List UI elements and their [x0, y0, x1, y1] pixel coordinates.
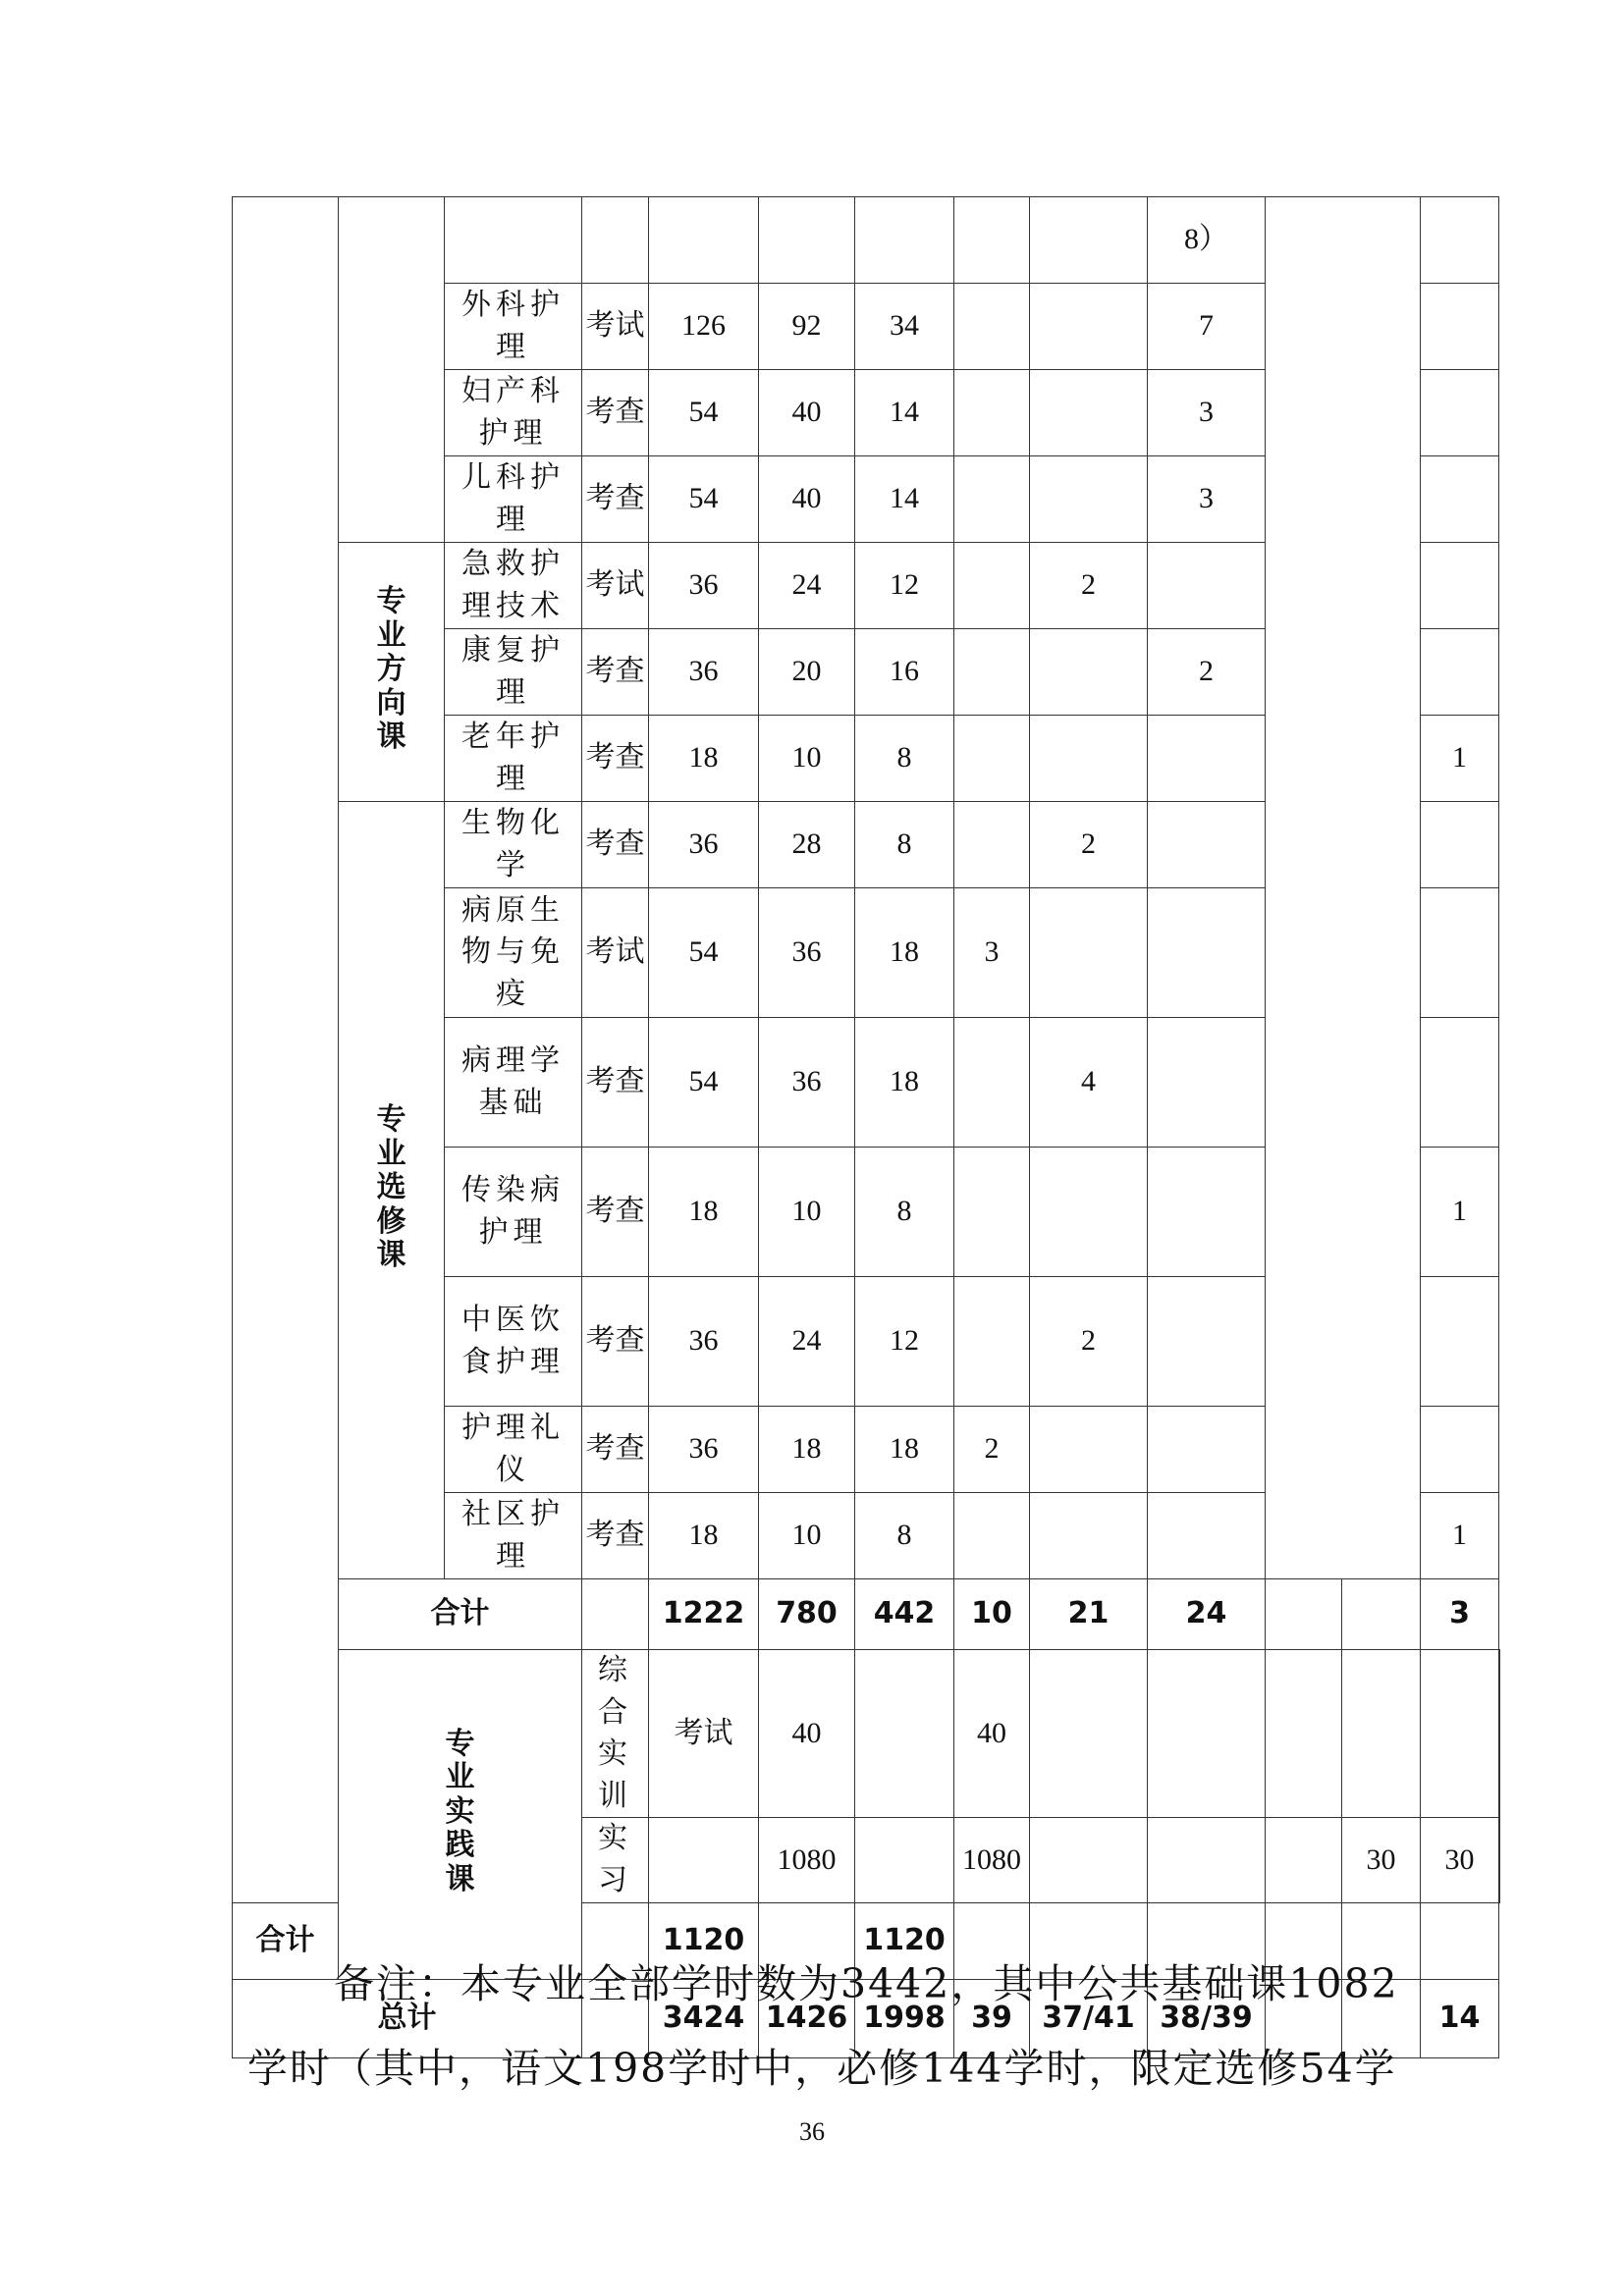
total-hours: 40: [759, 1650, 855, 1818]
semester-1-hours: 2: [954, 1407, 1030, 1493]
semester-2-hours: [1030, 716, 1148, 802]
subtotal-s2: 21: [1030, 1579, 1148, 1650]
assessment-type: 考查: [582, 456, 649, 543]
continuation-note: 8）: [1148, 197, 1266, 284]
subtotal-s1: 10: [954, 1579, 1030, 1650]
grand-total-practice: 1998: [855, 1979, 954, 2057]
subtotal-s4: [1266, 1579, 1342, 1650]
course-name: 儿科护理: [445, 456, 582, 543]
subtotal-s5: [1342, 1579, 1421, 1650]
semester-6-hours: [1421, 1277, 1499, 1407]
theory-hours: 40: [759, 370, 855, 456]
course-name: 急救护理技术: [445, 543, 582, 629]
semester-2-hours: [1030, 456, 1148, 543]
assessment-type: 考查: [582, 1148, 649, 1277]
semester-2-hours: [1030, 888, 1148, 1018]
assessment-type: 考查: [582, 629, 649, 716]
table-row-continuation: [233, 197, 1500, 284]
course-name: 实习: [582, 1818, 649, 1902]
table-body: [233, 197, 1500, 2058]
assessment-type: 考查: [582, 802, 649, 888]
assessment-type: [649, 1818, 759, 1902]
practice-hours: 8: [855, 1493, 954, 1579]
theory-hours: 10: [759, 716, 855, 802]
assessment-type: 考查: [582, 370, 649, 456]
semester-6-hours: [1421, 284, 1499, 370]
semester-6-hours: [1421, 370, 1499, 456]
semester-3-hours: 3: [1148, 370, 1266, 456]
subtotal-total: 1222: [649, 1579, 759, 1650]
s4-hours: [1342, 1650, 1421, 1818]
course-name: 病原生物与免疫: [445, 888, 582, 1018]
subtotal-s3: 24: [1148, 1579, 1266, 1650]
practical-subtotal-total: 1120: [649, 1902, 759, 1979]
theory-hours: 36: [759, 1018, 855, 1148]
theory-hours: 92: [759, 284, 855, 370]
subtotal-practice: 442: [855, 1579, 954, 1650]
semester-3-hours: 7: [1148, 284, 1266, 370]
semester-3-hours: [1148, 1277, 1266, 1407]
practice-hours: 14: [855, 370, 954, 456]
total-hours: 36: [649, 1277, 759, 1407]
total-hours: 36: [649, 802, 759, 888]
s6-hours: [1499, 1818, 1500, 1902]
subtotal-theory: 780: [759, 1579, 855, 1650]
direction-course-label-text: 专业方向课: [376, 584, 406, 755]
total-hours: 1080: [759, 1818, 855, 1902]
semester-6-hours: [1421, 629, 1499, 716]
total-hours: 36: [649, 543, 759, 629]
practice-hours: 8: [855, 1148, 954, 1277]
theory-hours: [855, 1818, 954, 1902]
semester-6-hours: 1: [1421, 716, 1499, 802]
total-hours: 54: [649, 1018, 759, 1148]
s4-hours: 30: [1342, 1818, 1421, 1902]
theory-hours: 10: [759, 1493, 855, 1579]
semester-3-hours: [1148, 1407, 1266, 1493]
practice-hours: 12: [855, 543, 954, 629]
semester-2-hours: [1030, 1493, 1148, 1579]
semester-3-hours: [1148, 1493, 1266, 1579]
remark-line-1: 备注：本专业全部学时数为3442，其中公共基础课1082: [334, 1960, 1399, 2007]
course-name: 社区护理: [445, 1493, 582, 1579]
semester-2-hours: [1030, 629, 1148, 716]
semester-4-5-merged-cell: [1266, 197, 1421, 1579]
practice-hours: 34: [855, 284, 954, 370]
semester-2-hours: 2: [1030, 1277, 1148, 1407]
course-name: 外科护理: [445, 284, 582, 370]
semester-2-hours: 2: [1030, 543, 1148, 629]
semester-3-hours: [1148, 888, 1266, 1018]
s1-hours: [1030, 1650, 1148, 1818]
semester-1-hours: [954, 1018, 1030, 1148]
total-hours: 54: [649, 456, 759, 543]
table-row: [233, 1650, 1500, 1818]
page-number: 36: [799, 2117, 825, 2146]
semester-6-hours: [1421, 802, 1499, 888]
semester-1-hours: [954, 1148, 1030, 1277]
s3-hours: [1266, 1818, 1342, 1902]
semester-6-hours: [1421, 543, 1499, 629]
course-name: 传染病护理: [445, 1148, 582, 1277]
semester-3-hours: 3: [1148, 456, 1266, 543]
subtotal-label: 合计: [339, 1579, 582, 1650]
practice-hours: 18: [855, 1018, 954, 1148]
semester-1-hours: [954, 284, 1030, 370]
theory-hours: 24: [759, 1277, 855, 1407]
course-name: 中医饮食护理: [445, 1277, 582, 1407]
practice-hours: 8: [855, 802, 954, 888]
semester-1-hours: [954, 802, 1030, 888]
total-hours: 18: [649, 1493, 759, 1579]
course-schedule-table: [232, 196, 1500, 2058]
elective-course-label: [339, 802, 445, 1579]
semester-6-hours: 1: [1421, 1148, 1499, 1277]
practice-hours: 8: [855, 716, 954, 802]
assessment-type: 考查: [582, 1277, 649, 1407]
course-name: 康复护理: [445, 629, 582, 716]
subtotal-s6: 3: [1421, 1579, 1499, 1650]
remark-line-2: 学时（其中，语文198学时中，必修144学时，限定选修54学: [247, 2045, 1397, 2092]
theory-hours: 10: [759, 1148, 855, 1277]
theory-hours: 18: [759, 1407, 855, 1493]
s6-hours: [1499, 1650, 1500, 1818]
s2-hours: [1148, 1818, 1266, 1902]
semester-2-hours: 4: [1030, 1018, 1148, 1148]
assessment-type: 考试: [649, 1650, 759, 1818]
semester-1-hours: [954, 1493, 1030, 1579]
total-hours: 36: [649, 1407, 759, 1493]
semester-6-hours: [1421, 888, 1499, 1018]
semester-2-hours: [1030, 1148, 1148, 1277]
elective-course-label-text: 专业选修课: [376, 1102, 406, 1273]
semester-3-hours: [1148, 1148, 1266, 1277]
course-name: 护理礼仪: [445, 1407, 582, 1493]
practice-hours: 18: [855, 1407, 954, 1493]
outer-category-cell: [233, 197, 339, 1903]
grand-total-total: 3424: [649, 1979, 759, 2057]
semester-3-hours: [1148, 802, 1266, 888]
assessment-type: 考查: [582, 1407, 649, 1493]
s1-hours: [1030, 1818, 1148, 1902]
s5-hours: [1421, 1650, 1499, 1818]
s2-hours: [1148, 1650, 1266, 1818]
semester-1-hours: [954, 629, 1030, 716]
semester-6-hours: 1: [1421, 1493, 1499, 1579]
theory-hours: 36: [759, 888, 855, 1018]
core-group-cell: [339, 197, 445, 543]
total-hours: 18: [649, 1148, 759, 1277]
semester-1-hours: [954, 543, 1030, 629]
total-hours: 54: [649, 888, 759, 1018]
practice-hours: 40: [954, 1650, 1030, 1818]
course-name: 老年护理: [445, 716, 582, 802]
direction-course-label: [339, 543, 445, 802]
assessment-type: 考查: [582, 1018, 649, 1148]
semester-3-hours: [1148, 716, 1266, 802]
grand-total-s1: 39: [954, 1979, 1030, 2057]
semester-1-hours: [954, 456, 1030, 543]
subtotal-row: [233, 1579, 1500, 1650]
grand-total-s3: 38/39: [1148, 1979, 1266, 2057]
subtotal-empty: [582, 1579, 649, 1650]
theory-hours: 28: [759, 802, 855, 888]
semester-2-hours: [1030, 1407, 1148, 1493]
semester-2-hours: [1030, 284, 1148, 370]
practice-hours: 1080: [954, 1818, 1030, 1902]
practical-subtotal-practice: 1120: [855, 1902, 954, 1979]
assessment-type: 考查: [582, 716, 649, 802]
s3-hours: [1266, 1650, 1342, 1818]
grand-total-theory: 1426: [759, 1979, 855, 2057]
assessment-type: 考查: [582, 1493, 649, 1579]
total-hours: 36: [649, 629, 759, 716]
course-name: 病理学基础: [445, 1018, 582, 1148]
semester-3-hours: [1148, 543, 1266, 629]
course-name: 综合实训: [582, 1650, 649, 1818]
semester-3-hours: 2: [1148, 629, 1266, 716]
total-hours: 126: [649, 284, 759, 370]
semester-1-hours: [954, 370, 1030, 456]
practice-hours: 18: [855, 888, 954, 1018]
semester-3-hours: [1148, 1018, 1266, 1148]
semester-1-hours: [954, 716, 1030, 802]
practical-course-label-text: 专业实践课: [445, 1726, 475, 1896]
assessment-type: 考试: [582, 543, 649, 629]
practice-hours: 16: [855, 629, 954, 716]
semester-1-hours: 3: [954, 888, 1030, 1018]
practical-course-label: [339, 1650, 582, 1980]
semester-2-hours: 2: [1030, 802, 1148, 888]
course-name: 妇产科护理: [445, 370, 582, 456]
semester-6-hours: [1421, 456, 1499, 543]
grand-total-s6: 14: [1421, 1979, 1499, 2057]
semester-1-hours: [954, 1277, 1030, 1407]
theory-hours: 40: [759, 456, 855, 543]
semester-6-hours: [1421, 1018, 1499, 1148]
assessment-type: 考试: [582, 284, 649, 370]
practice-hours: 14: [855, 456, 954, 543]
theory-hours: 20: [759, 629, 855, 716]
theory-hours: [855, 1650, 954, 1818]
semester-2-hours: [1030, 370, 1148, 456]
grand-total-s2: 37/41: [1030, 1979, 1148, 2057]
theory-hours: 24: [759, 543, 855, 629]
total-hours: 54: [649, 370, 759, 456]
grand-total-label: 总计: [233, 1979, 582, 2057]
practice-hours: 12: [855, 1277, 954, 1407]
assessment-type: 考试: [582, 888, 649, 1018]
total-hours: 18: [649, 716, 759, 802]
course-name: 生物化学: [445, 802, 582, 888]
s5-hours: 30: [1421, 1818, 1499, 1902]
practical-subtotal-label: 合计: [233, 1902, 339, 1979]
semester-6-hours: [1421, 1407, 1499, 1493]
